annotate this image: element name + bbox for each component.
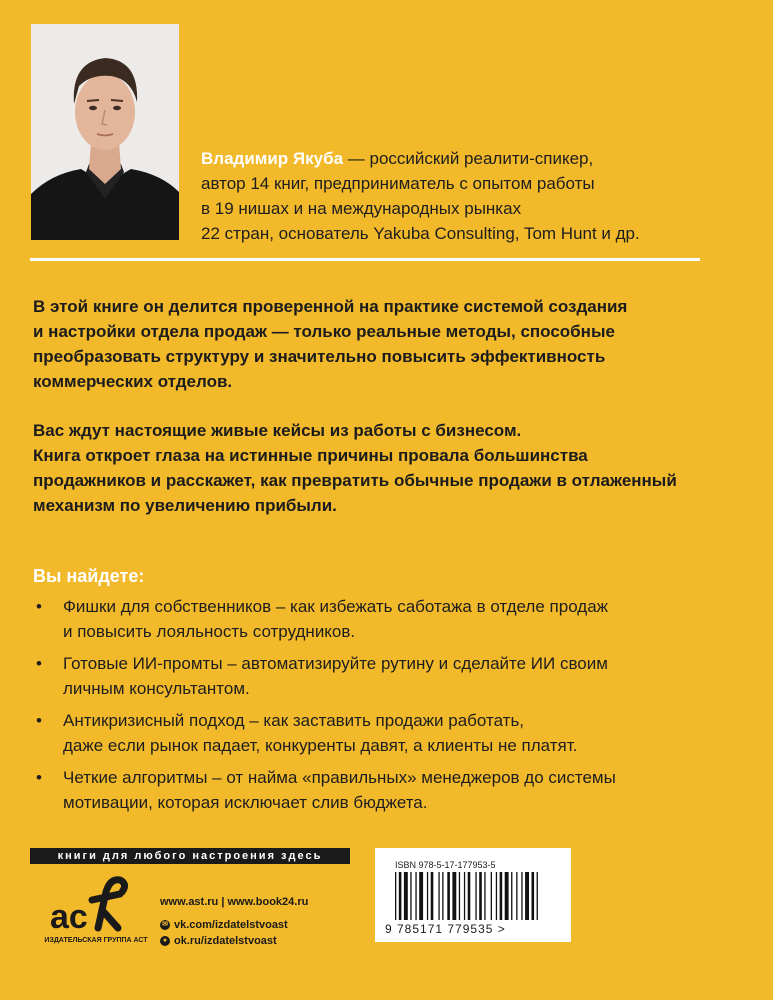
list-item-text: Антикризисный подход – как заставить продажи работать, даже если рынок падает, конкуренты давят, а клиенты не платят.: [63, 711, 578, 755]
barcode-digits: 9 785171 779535 >: [385, 922, 506, 936]
author-photo: [31, 24, 179, 240]
bio-line-4: 22 стран, основатель Yakuba Consulting, Tom Hunt и др.: [201, 224, 640, 243]
websites-link[interactable]: www.ast.ru | www.book24.ru: [160, 896, 309, 908]
find-title: Вы найдете:: [33, 566, 145, 586]
ok-icon: ●: [160, 936, 170, 946]
author-bio: [201, 146, 721, 246]
isbn-barcode-box: [375, 848, 571, 942]
svg-text:ac: ac: [50, 898, 88, 936]
publisher-caption: ИЗДАТЕЛЬСКАЯ ГРУППА АСТ: [44, 937, 148, 944]
bullet-icon: •: [36, 654, 42, 673]
vk-link-text: vk.com/izdatelstvoast: [174, 919, 288, 931]
list-item-text: Готовые ИИ-промты – автоматизируйте рутину и сделайте ИИ своим личным консультантом.: [63, 654, 608, 698]
author-name: Владимир Якуба: [201, 149, 344, 168]
list-item: [33, 765, 733, 815]
list-item-text: Четкие алгоритмы – от найма «правильных» менеджеров до системы мотивации, которая исключает слив бюджета.: [63, 768, 616, 812]
bullet-icon: •: [36, 711, 42, 730]
bio-line-3: в 19 нишах и на международных рынках: [201, 199, 522, 218]
bullet-list: [33, 594, 733, 822]
description-paragraph-1: В этой книге он делится проверенной на практике системой создания и настройки отдела продаж — только реальные методы, способные преобразовать структуру и значительно повысить эффективность коммерческих отделов.: [33, 297, 628, 391]
ok-link[interactable]: [160, 935, 277, 947]
barcode-icon: [393, 872, 553, 922]
vk-icon: ✉: [160, 920, 170, 930]
bullet-icon: •: [36, 768, 42, 787]
ok-link-text: ok.ru/izdatelstvoast: [174, 935, 277, 947]
isbn-label: ISBN 978-5-17-177953-5: [395, 860, 496, 870]
list-item-text: Фишки для собственников – как избежать саботажа в отделе продаж и повысить лояльность сотрудников.: [63, 597, 609, 641]
bio-line-1: — российский реалити-спикер,: [343, 149, 594, 168]
divider-line: [30, 258, 700, 261]
vk-link[interactable]: [160, 919, 288, 931]
list-item: [33, 594, 733, 644]
list-item: [33, 651, 733, 701]
description-paragraph-2: Вас ждут настоящие живые кейсы из работы с бизнесом. Книга откроет глаза на истинные причины провала большинства продажников и расскажет, как превратить обычные продажи в отлаженный механизм по увеличению прибыли.: [33, 421, 677, 515]
bullet-icon: •: [36, 597, 42, 616]
list-item: [33, 708, 733, 758]
bio-line-2: автор 14 книг, предприниматель с опытом работы: [201, 174, 595, 193]
tagline-banner: книги для любого настроения здесь: [30, 848, 350, 864]
